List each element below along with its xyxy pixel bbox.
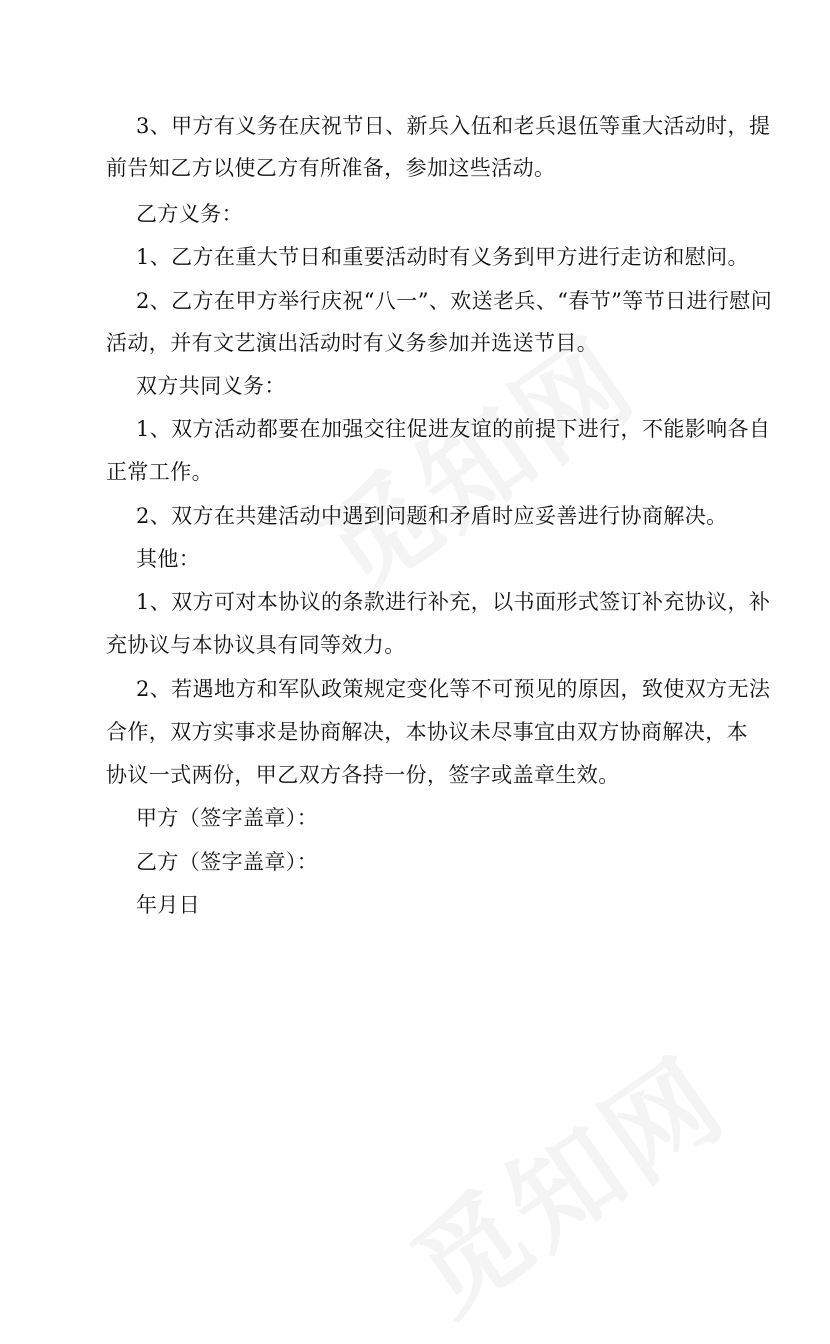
paragraph-line: 2、双方在共建活动中遇到问题和矛盾时应妥善进行协商解决。: [136, 504, 728, 528]
signature-party-b: 乙方（签字盖章）：: [136, 850, 319, 874]
paragraph-line: 合作，双方实事求是协商解决，本协议未尽事宜由双方协商解决，本: [106, 720, 748, 744]
paragraph-line: 充协议与本协议具有同等效力。: [106, 633, 406, 657]
paragraph-line: 2、乙方在甲方举行庆祝“八一”、欢送老兵、“春节”等节日进行慰问: [136, 289, 773, 313]
date-line: 年月日: [136, 893, 201, 917]
paragraph-line: 正常工作。: [106, 460, 213, 484]
paragraph-line: 2、若遇地方和军队政策规定变化等不可预见的原因，致使双方无法: [136, 677, 771, 701]
section-heading: 乙方义务：: [136, 202, 243, 226]
signature-party-a: 甲方（签字盖章）：: [136, 806, 319, 830]
paragraph-line: 协议一式两份，甲乙双方各持一份，签字或盖章生效。: [106, 763, 620, 787]
section-heading: 双方共同义务：: [136, 374, 286, 398]
paragraph-line: 1、双方可对本协议的条款进行补充，以书面形式签订补充协议，补: [136, 590, 771, 614]
section-heading: 其他：: [136, 547, 201, 571]
paragraph-line: 1、乙方在重大节日和重要活动时有义务到甲方进行走访和慰问。: [136, 245, 749, 269]
paragraph-line: 1、双方活动都要在加强交往促进友谊的前提下进行，不能影响各自: [136, 417, 771, 441]
paragraph-line: 前告知乙方以使乙方有所准备，参加这些活动。: [106, 156, 556, 180]
paragraph-line: 3、甲方有义务在庆祝节日、新兵入伍和老兵退伍等重大活动时，提: [136, 114, 771, 138]
watermark: [376, 1014, 752, 1343]
paragraph-line: 活动，并有文艺演出活动时有义务参加并选送节目。: [106, 331, 599, 355]
